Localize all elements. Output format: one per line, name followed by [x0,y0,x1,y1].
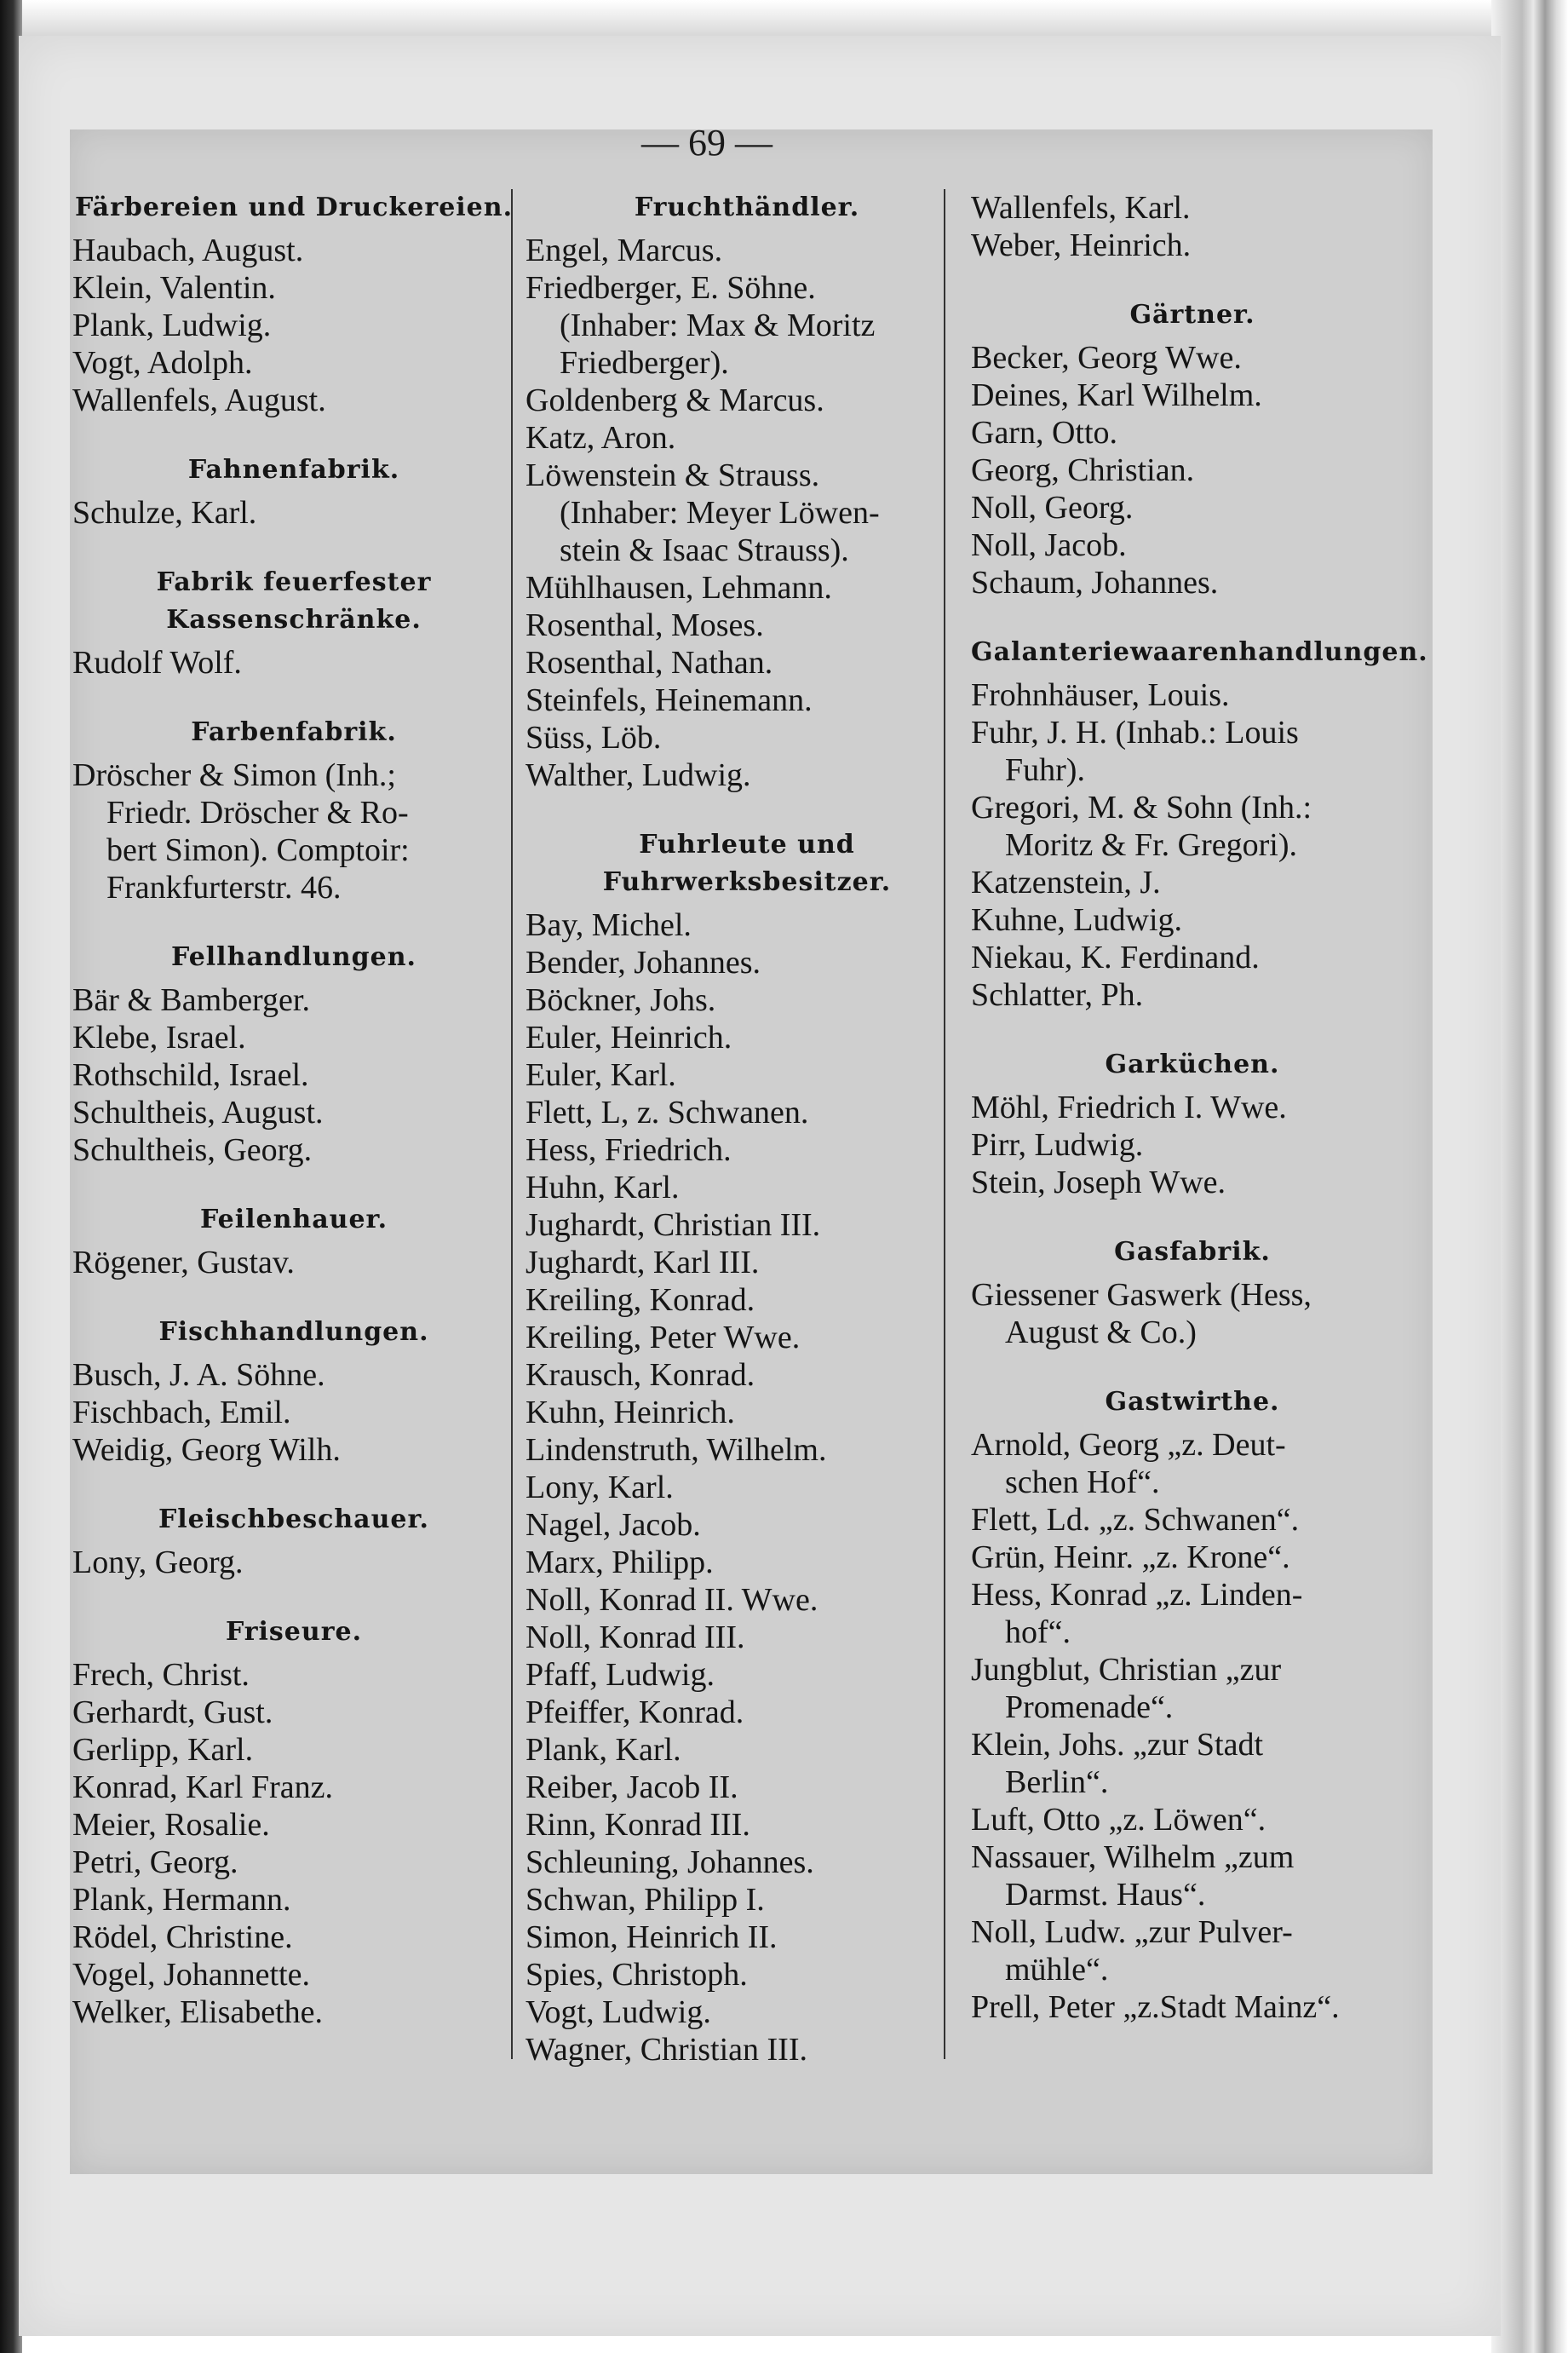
directory-entry: Jungblut, Christian „zur [971,1652,1282,1688]
directory-entry: Nassauer, Wilhelm „zum [971,1839,1295,1875]
directory-entry: Steinfels, Heinemann. [526,682,813,718]
directory-entry: Busch, J. A. Söhne. [72,1357,325,1393]
directory-entry: Süss, Löb. [526,720,662,756]
directory-entry: Welker, Elisabethe. [72,1994,324,2030]
directory-entry: Engel, Marcus. [526,233,723,268]
directory-entry: Klebe, Israel. [72,1020,246,1056]
directory-column-1 [72,189,515,2031]
directory-entry: Pirr, Ludwig. [971,1127,1144,1163]
directory-entry: Vogt, Ludwig. [526,1994,711,2030]
directory-entry: Petri, Georg. [72,1844,238,1880]
directory-entry: Krausch, Konrad. [526,1357,755,1393]
section-gap [72,682,515,705]
section-heading: Gasfabrik. [1114,1237,1271,1267]
directory-column-3 [971,189,1428,2026]
directory-entry: Flett, L, z. Schwanen. [526,1095,809,1130]
section-heading: Fruchthändler. [634,193,860,222]
directory-column-2 [526,189,968,2068]
section-gap [72,419,515,443]
directory-entry: Berlin“. [1005,1764,1109,1800]
section-gap [72,1169,515,1193]
directory-entry: Kuhn, Heinrich. [526,1395,735,1430]
directory-entry: Pfeiffer, Konrad. [526,1694,744,1730]
directory-entry: Becker, Georg Wwe. [971,340,1242,376]
directory-entry: Schultheis, August. [72,1095,324,1130]
directory-entry: Gerhardt, Gust. [72,1694,273,1730]
page-number: — 69 — [641,122,773,164]
section-heading: Fuhrleute und Fuhrwerksbesitzer. [602,830,892,897]
section-gap [971,1351,1414,1375]
section-gap [971,601,1414,625]
directory-entry: stein & Isaac Strauss). [560,532,849,568]
directory-entry: Schleuning, Johannes. [526,1844,814,1880]
directory-entry: Grün, Heinr. „z. Krone“. [971,1539,1290,1575]
section-heading: Gärtner. [1129,300,1255,330]
section-heading: Friseure. [225,1617,363,1647]
directory-entry: Lony, Karl. [526,1470,674,1505]
directory-entry: Deines, Karl Wilhelm. [971,377,1262,413]
section-gap [72,532,515,555]
section-gap [971,264,1414,288]
directory-entry: Plank, Karl. [526,1732,681,1768]
section-gap [72,1581,515,1605]
directory-entry: Schulze, Karl. [72,495,257,531]
directory-entry: Gerlipp, Karl. [72,1732,254,1768]
directory-entry: Haubach, August. [72,233,304,268]
section-heading: Farbenfabrik. [191,717,397,747]
directory-entry: Spies, Christoph. [526,1957,748,1993]
directory-entry: Wallenfels, August. [72,383,326,418]
directory-entry: Promenade“. [1005,1689,1174,1725]
section-heading: Fahnenfabrik. [187,455,400,485]
directory-entry: Wallenfels, Karl. [971,190,1191,226]
directory-entry: Bender, Johannes. [526,945,761,981]
section-gap [72,1469,515,1493]
directory-entry: Klein, Johs. „zur Stadt [971,1727,1264,1763]
section-gap [526,794,968,818]
directory-entry: Goldenberg & Marcus. [526,383,824,418]
directory-entry: Plank, Hermann. [72,1882,291,1918]
book-page-edges [1491,0,1568,2353]
directory-entry: Darmst. Haus“. [1005,1877,1206,1913]
directory-entry: Giessener Gaswerk (Hess, [971,1277,1312,1313]
directory-entry: Bay, Michel. [526,907,692,943]
directory-entry: Schultheis, Georg. [72,1132,313,1168]
section-heading: Fleischbeschauer. [158,1504,429,1534]
directory-entry: Niekau, K. Ferdinand. [971,940,1260,975]
directory-entry: mühle“. [1005,1952,1109,1988]
directory-entry: Dröscher & Simon (Inh.; [72,757,396,793]
directory-entry: Reiber, Jacob II. [526,1769,738,1805]
directory-entry: Gregori, M. & Sohn (Inh.: [971,790,1312,826]
directory-entry: Konrad, Karl Franz. [72,1769,334,1805]
directory-entry: Fischbach, Emil. [72,1395,291,1430]
directory-entry: Euler, Karl. [526,1057,676,1093]
directory-entry: Noll, Jacob. [971,527,1127,563]
directory-entry: Vogt, Adolph. [72,345,253,381]
directory-entry: Kreiling, Peter Wwe. [526,1320,801,1355]
directory-entry: Rinn, Konrad III. [526,1807,750,1843]
directory-entry: Schwan, Philipp I. [526,1882,765,1918]
directory-entry: Prell, Peter „z.Stadt Mainz“. [971,1989,1340,2025]
directory-entry: Georg, Christian. [971,452,1195,488]
directory-entry: Huhn, Karl. [526,1170,680,1205]
directory-entry: Weidig, Georg Wilh. [72,1432,341,1468]
directory-entry: (Inhaber: Meyer Löwen- [560,495,880,531]
section-gap [971,1014,1414,1038]
directory-entry: Pfaff, Ludwig. [526,1657,715,1693]
directory-entry: Bär & Bamberger. [72,982,310,1018]
directory-entry: Katzenstein, J. [971,865,1161,900]
directory-entry: Noll, Ludw. „zur Pulver- [971,1914,1293,1950]
directory-entry: Noll, Konrad II. Wwe. [526,1582,818,1618]
directory-entry: (Inhaber: Max & Moritz [560,308,876,343]
directory-entry: Klein, Valentin. [72,270,276,306]
directory-entry: Marx, Philipp. [526,1545,714,1580]
directory-entry: Euler, Heinrich. [526,1020,732,1056]
section-heading: Fischhandlungen. [158,1317,429,1347]
directory-entry: Katz, Aron. [526,420,676,456]
section-heading: Gastwirthe. [1105,1387,1280,1417]
directory-entry: Rudolf Wolf. [72,645,242,681]
directory-entry: Meier, Rosalie. [72,1807,270,1843]
directory-entry: Moritz & Fr. Gregori). [1005,827,1298,863]
section-gap [72,906,515,930]
directory-entry: Noll, Georg. [971,490,1134,526]
directory-entry: Wagner, Christian III. [526,2032,807,2068]
directory-entry: Rosenthal, Nathan. [526,645,773,681]
directory-entry: Schlatter, Ph. [971,977,1144,1013]
section-heading: Garküchen. [1105,1050,1280,1079]
directory-entry: Luft, Otto „z. Löwen“. [971,1802,1266,1838]
directory-entry: Friedberger, E. Söhne. [526,270,816,306]
directory-entry: Noll, Konrad III. [526,1619,745,1655]
directory-entry: Simon, Heinrich II. [526,1919,778,1955]
directory-entry: Nagel, Jacob. [526,1507,701,1543]
directory-entry: Schaum, Johannes. [971,565,1219,601]
directory-entry: hof“. [1005,1614,1071,1650]
directory-entry: Rothschild, Israel. [72,1057,309,1093]
directory-entry: Jughardt, Christian III. [526,1207,821,1243]
section-gap [971,1201,1414,1225]
directory-entry: Walther, Ludwig. [526,757,751,793]
directory-entry: Fuhr, J. H. (Inhab.: Louis [971,715,1299,751]
directory-entry: Vogel, Johannette. [72,1957,310,1993]
section-gap [72,1281,515,1305]
directory-entry: Mühlhausen, Lehmann. [526,570,832,606]
directory-entry: Friedr. Dröscher & Ro- [106,795,409,831]
directory-entry: bert Simon). Comptoir: [106,832,410,868]
section-heading: Fellhandlungen. [171,942,416,972]
directory-entry: Hess, Friedrich. [526,1132,732,1168]
directory-entry: Löwenstein & Strauss. [526,457,820,493]
directory-entry: Kuhne, Ludwig. [971,902,1183,938]
directory-entry: Fuhr). [1005,752,1085,788]
directory-entry: Frech, Christ. [72,1657,250,1693]
directory-entry: Garn, Otto. [971,415,1118,451]
section-heading: Färbereien und Druckereien. [74,193,514,222]
section-heading: Feilenhauer. [199,1205,388,1234]
directory-entry: Arnold, Georg „z. Deut- [971,1427,1286,1463]
directory-entry: August & Co.) [1005,1315,1197,1350]
directory-entry: schen Hof“. [1005,1464,1160,1500]
directory-entry: Lony, Georg. [72,1545,244,1580]
directory-entry: Rödel, Christine. [72,1919,293,1955]
directory-entry: Flett, Ld. „z. Schwanen“. [971,1502,1300,1538]
directory-entry: Rögener, Gustav. [72,1245,295,1280]
directory-entry: Kreiling, Konrad. [526,1282,755,1318]
directory-entry: Plank, Ludwig. [72,308,272,343]
directory-entry: Möhl, Friedrich I. Wwe. [971,1090,1287,1125]
section-heading: Fabrik feuerfester Kassenschränke. [156,567,432,635]
directory-entry: Friedberger). [560,345,729,381]
section-heading: Galanteriewaarenhandlungen. [971,637,1428,667]
directory-entry: Stein, Joseph Wwe. [971,1165,1226,1200]
directory-entry: Frankfurterstr. 46. [106,870,342,906]
directory-entry: Weber, Heinrich. [971,227,1192,263]
directory-entry: Böckner, Johs. [526,982,716,1018]
directory-entry: Lindenstruth, Wilhelm. [526,1432,827,1468]
directory-entry: Rosenthal, Moses. [526,607,764,643]
directory-entry: Jughardt, Karl III. [526,1245,760,1280]
directory-entry: Frohnhäuser, Louis. [971,677,1230,713]
directory-entry: Hess, Konrad „z. Linden- [971,1577,1303,1613]
